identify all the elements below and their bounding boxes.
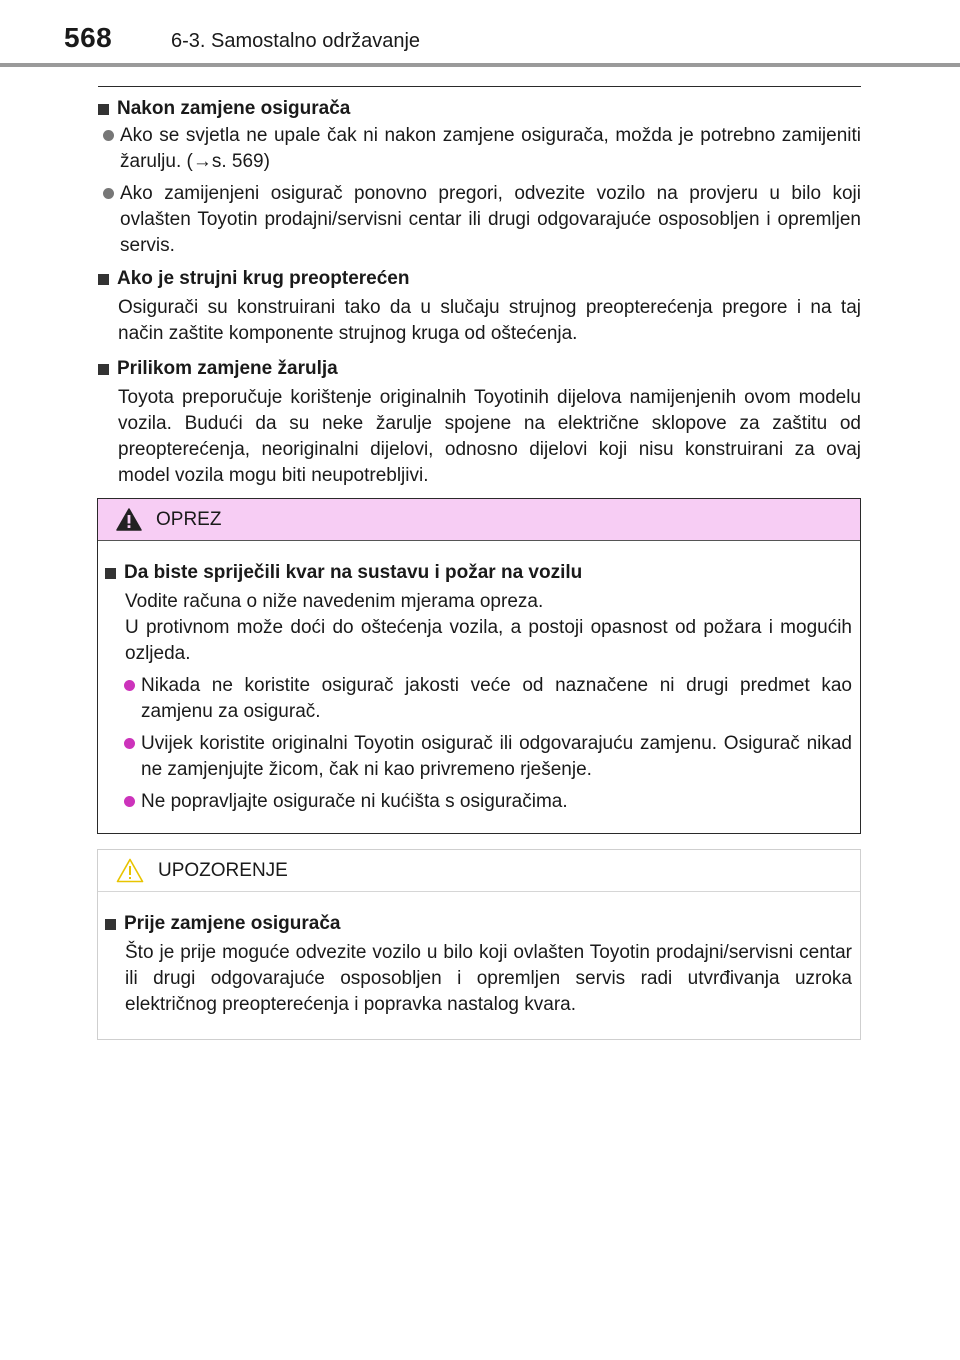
caution-text: U protivnom može doći do oštećenja vozila, a postoji opasnost od požara i mogućih ozljeda. <box>125 617 852 664</box>
warning-triangle-icon <box>116 508 142 531</box>
header-rule <box>0 63 960 67</box>
section-heading: Ako je strujni krug preopterećen <box>98 265 861 293</box>
notice-heading: Prije zamjene osigurača <box>105 910 852 938</box>
notice-box <box>97 849 861 1040</box>
round-bullet-icon <box>124 738 135 749</box>
notice-label: UPOZORENJE <box>158 859 288 881</box>
caution-heading: Da biste spriječili kvar na sustavu i požar na vozilu <box>105 559 852 587</box>
caution-header <box>98 499 860 541</box>
page-number: 568 <box>64 22 113 53</box>
list-item: Ne popravljajte osigurače ni kućišta s osiguračima. <box>119 789 852 815</box>
list-item: Ako zamijenjeni osigurač ponovno pregori, odvezite vozilo na provjeru u bilo koji ovlašten Toyotin prodajni/servisni centar ili drugi odgovarajuće osposobljen i opremljen servis. <box>98 181 861 259</box>
square-bullet-icon <box>105 568 116 579</box>
main-content <box>98 95 861 497</box>
round-bullet-icon <box>124 796 135 807</box>
section-heading: Prilikom zamjene žarulja <box>98 355 861 383</box>
page-header <box>0 0 960 64</box>
caution-label: OPREZ <box>156 508 222 530</box>
caution-text: Vodite računa o niže navedenim mjerama opreza. <box>125 591 544 612</box>
section-paragraph: Osigurači su konstruirani tako da u slučaju strujnog preopterećenja pregore i na taj način zaštite komponente strujnog kruga od oštećenja. <box>118 297 861 344</box>
notice-triangle-icon <box>116 858 144 883</box>
notice-text: Što je prije moguće odvezite vozilo u bilo koji ovlašten Toyotin prodajni/servisni centar ili drugi odgovarajuće osposobljen i opremljen servis radi utvrđivanja uzroka električnog preopterećenja i popravka nastalog kvara. <box>125 942 852 1015</box>
content-top-rule <box>98 86 861 87</box>
square-bullet-icon <box>98 364 109 375</box>
round-bullet-icon <box>124 680 135 691</box>
notice-header <box>98 850 860 892</box>
section-circuit-overload <box>98 265 861 347</box>
section-heading: Nakon zamjene osigurača <box>98 95 861 123</box>
square-bullet-icon <box>98 104 109 115</box>
list-item: Uvijek koristite originalni Toyotin osigurač ili odgovarajuću zamjenu. Osigurač nikad ne zamjenjujte žicom, čak ni kao privremeno rješenje. <box>119 731 852 783</box>
list-item: Ako se svjetla ne upale čak ni nakon zamjene osigurača, možda je potrebno zamijeniti žarulju. (→s. 569) <box>98 123 861 175</box>
square-bullet-icon <box>98 274 109 285</box>
caution-box <box>97 498 861 834</box>
section-bulb-replacement <box>98 355 861 489</box>
chapter-title: 6-3. Samostalno održavanje <box>171 30 421 52</box>
section-paragraph: Toyota preporučuje korištenje originalnih Toyotinih dijelova namijenjenih ovom modelu vozila. Budući da su neke žarulje spojene na električne sklopove za zaštitu od preopterećenja, neoriginalni dijelovi, odnosno dijelovi koji nisu konstruirani za ovaj model vozila mogu biti neupotrebljivi. <box>118 387 861 486</box>
section-after-fuse-replacement <box>98 95 861 259</box>
list-item: Nikada ne koristite osigurač jakosti veće od naznačene ni drugi predmet kao zamjenu za osigurač. <box>119 673 852 725</box>
caution-body <box>98 541 860 815</box>
round-bullet-icon <box>103 188 114 199</box>
square-bullet-icon <box>105 919 116 930</box>
round-bullet-icon <box>103 130 114 141</box>
notice-body <box>98 892 860 1018</box>
